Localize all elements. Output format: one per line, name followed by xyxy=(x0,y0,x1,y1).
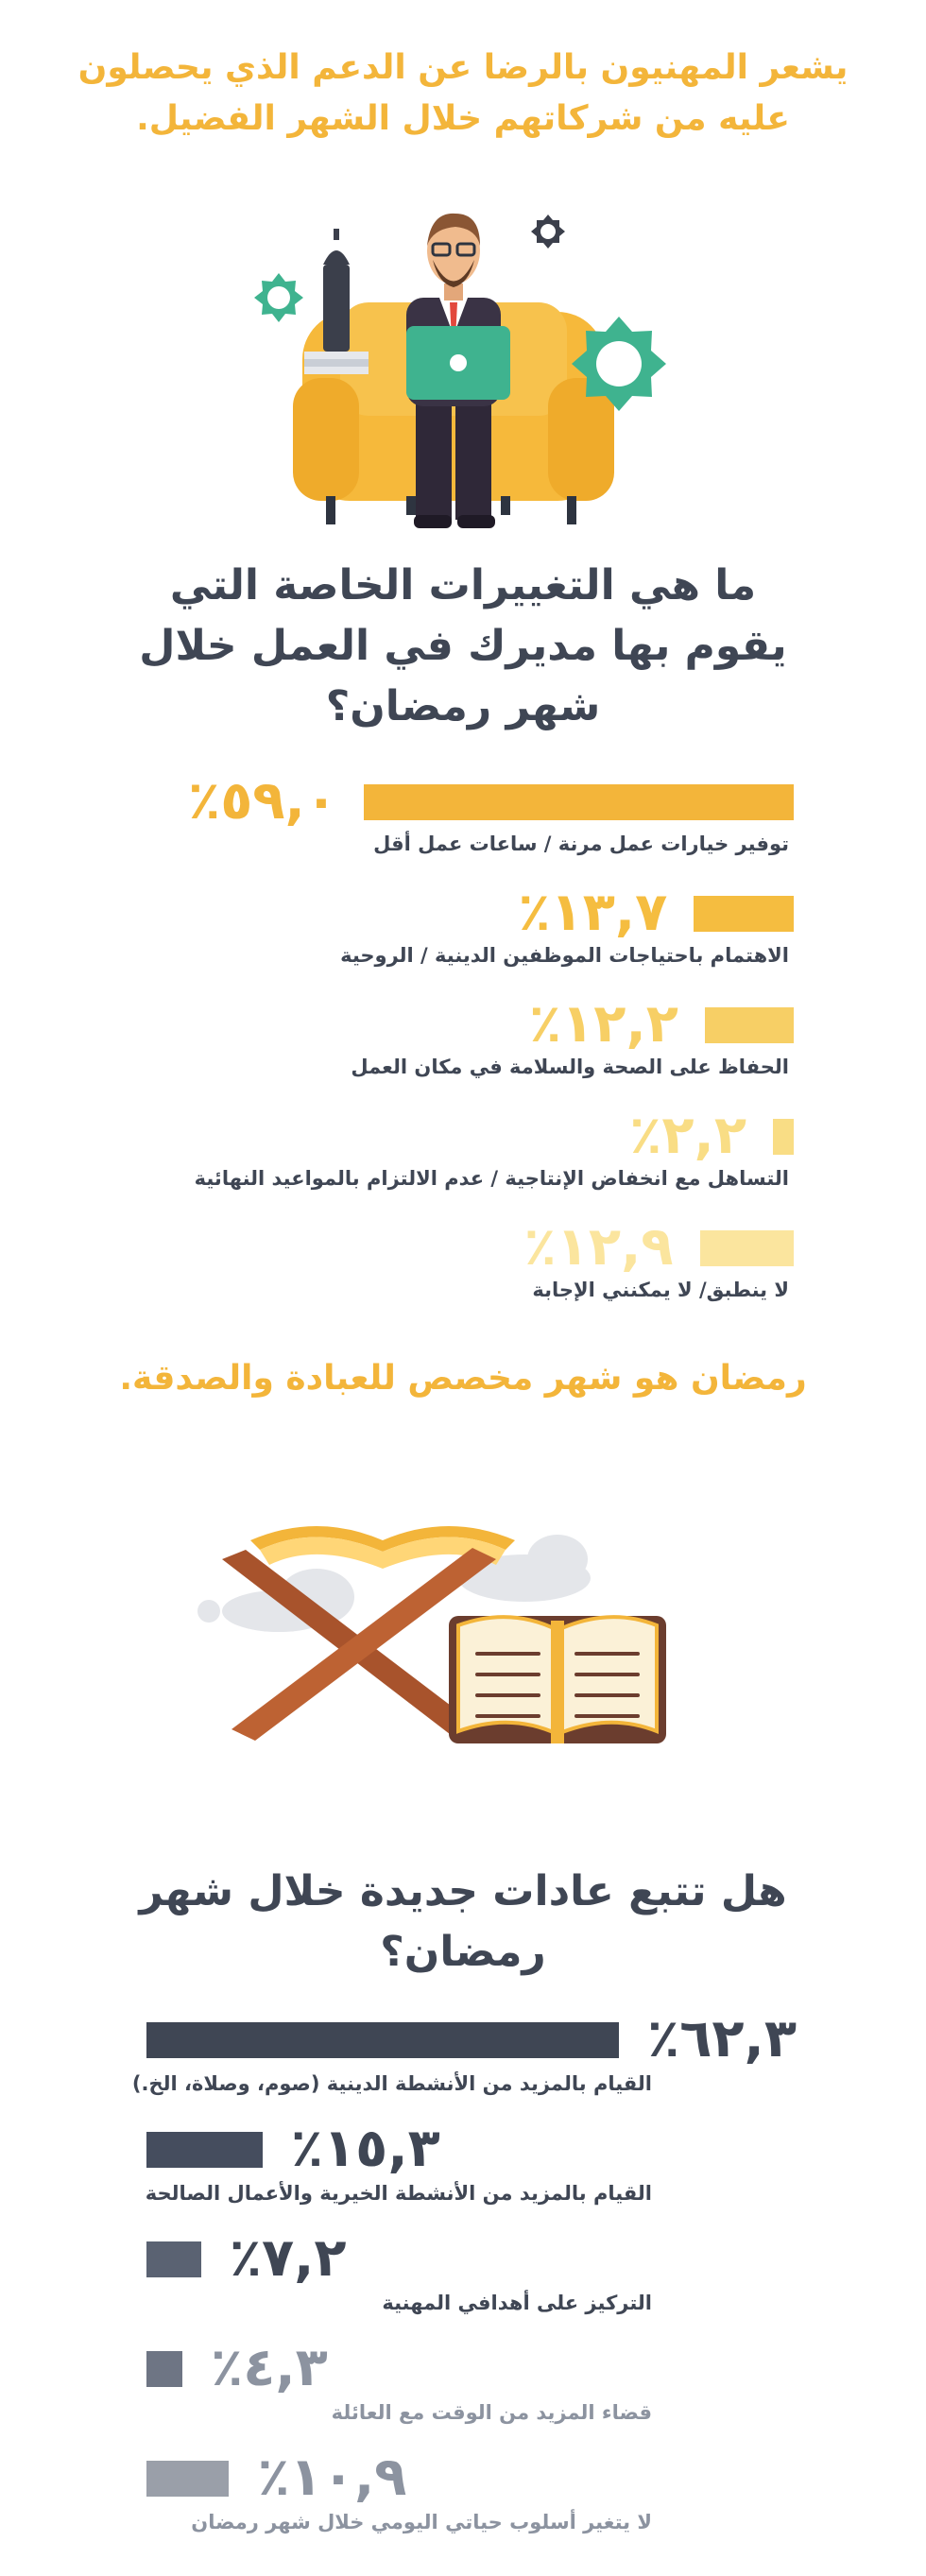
chart2-bar xyxy=(146,2022,619,2058)
chart2-category-label: القيام بالمزيد من الأنشطة الخيرية والأعمال الصالحة xyxy=(145,2182,652,2205)
chart2-value-label: ٤,٣٪ xyxy=(211,2337,328,2398)
chart2-bar xyxy=(146,2132,263,2168)
chart2-bar xyxy=(146,2241,201,2277)
chart1-bar xyxy=(700,1230,794,1266)
chart2-value-label: ٧,٢٪ xyxy=(229,2227,347,2289)
chart2-category-label: التركيز على أهدافي المهنية xyxy=(382,2292,652,2314)
chart1-bar xyxy=(773,1119,794,1155)
chart2-title: هل تتبع عادات جديدة خلال شهر رمضان؟ xyxy=(139,1867,787,1976)
man-on-sofa-illustration xyxy=(283,208,699,558)
chart2-category-label: القيام بالمزيد من الأنشطة الدينية (صوم، وصلاة، الخ.) xyxy=(131,2072,652,2095)
chart1-bar xyxy=(694,896,794,932)
chart1-category-label: الحفاظ على الصحة والسلامة في مكان العمل xyxy=(351,1056,789,1078)
chart1-bar xyxy=(364,784,794,820)
chart2-value-label: ٦٢,٣٪ xyxy=(647,2008,797,2069)
chart2-bar xyxy=(146,2461,229,2497)
quran-on-stand-illustration xyxy=(194,1493,704,1767)
intro-headline: يشعر المهنيون بالرضا عن الدعم الذي يحصلون عليه من شركاتهم خلال الشهر الفضيل. xyxy=(77,48,849,138)
chart2-category-label: لا يتغير أسلوب حياتي اليومي خلال شهر رمضان xyxy=(191,2511,652,2533)
chart2 xyxy=(0,1994,926,2561)
chart1-category-label: لا ينطبق/ لا يمكنني الإجابة xyxy=(532,1279,789,1301)
chart1-category-label: التساهل مع انخفاض الإنتاجية / عدم الالتزام بالمواعيد النهائية xyxy=(194,1167,789,1190)
chart1-value-label: ١٣,٧٪ xyxy=(518,882,668,943)
chart2-bar xyxy=(146,2351,182,2387)
chart1-bar xyxy=(705,1007,794,1043)
chart1-title: ما هي التغييرات الخاصة التي يقوم بها مديرك في العمل خلال شهر رمضان؟ xyxy=(139,561,787,730)
chart1-value-label: ١٢,٩٪ xyxy=(523,1216,674,1278)
chart1-category-label: الاهتمام باحتياجات الموظفين الدينية / الروحية xyxy=(340,944,789,967)
chart1-value-label: ٥٩,٠٪ xyxy=(188,770,337,832)
chart1-value-label: ٢,٢٪ xyxy=(629,1105,746,1166)
chart1 xyxy=(0,756,926,1301)
chart2-value-label: ١٠,٩٪ xyxy=(257,2447,407,2508)
chart2-category-label: قضاء المزيد من الوقت مع العائلة xyxy=(331,2401,652,2424)
chart1-value-label: ١٢,٢٪ xyxy=(528,993,678,1055)
ramadan-headline: رمضان هو شهر مخصص للعبادة والصدقة. xyxy=(119,1359,807,1398)
chart2-value-label: ١٥,٣٪ xyxy=(290,2118,440,2179)
chart1-category-label: توفير خيارات عمل مرنة / ساعات عمل أقل xyxy=(373,833,789,855)
